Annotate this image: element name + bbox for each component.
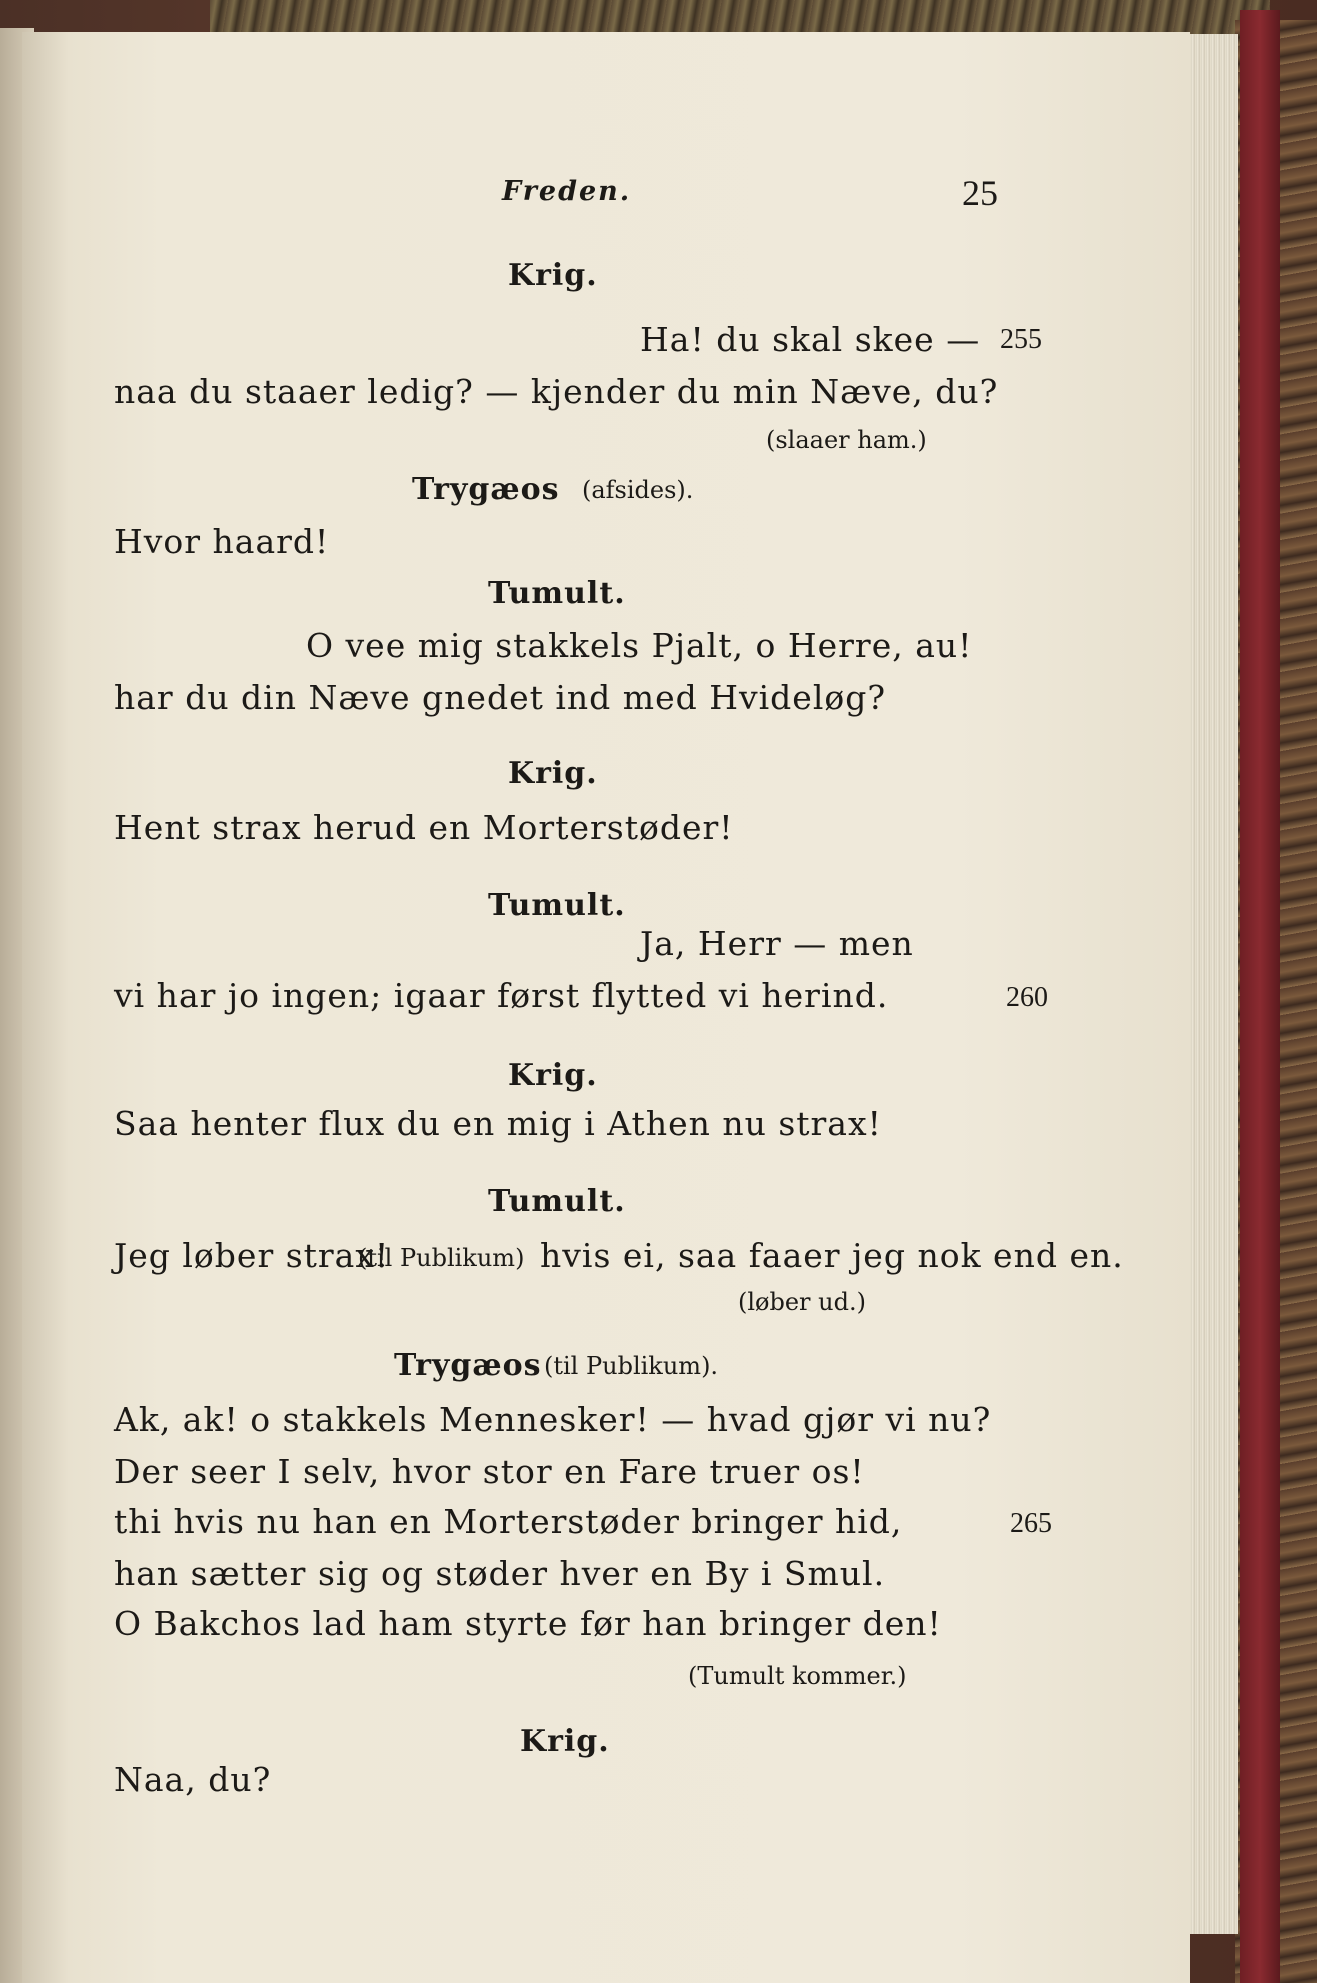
verse-line: han sætter sig og støder hver en By i Smul. [114, 1554, 886, 1593]
verse-line: Hvor haard! [114, 522, 330, 561]
speaker-heading: Krig. [520, 1724, 610, 1759]
stage-direction: (Tumult kommer.) [688, 1662, 907, 1690]
verse-line: Ja, Herr — men [640, 924, 914, 963]
speaker-heading: Trygæos [394, 1348, 542, 1383]
line-number: 265 [1010, 1508, 1052, 1539]
verse-line: Ak, ak! o stakkels Mennesker! — hvad gjør vi nu? [114, 1400, 992, 1439]
verse-line: Jeg løber strax! [114, 1236, 390, 1275]
verse-line: O Bakchos lad ham styrte før han bringer den! [114, 1604, 942, 1643]
speaker-heading: Krig. [508, 258, 598, 293]
speaker-heading: Krig. [508, 1058, 598, 1093]
verse-line: Naa, du? [114, 1760, 272, 1799]
stage-direction: (til Publikum). [544, 1352, 719, 1380]
verse-line: Saa henter flux du en mig i Athen nu strax! [114, 1104, 882, 1143]
line-number: 255 [1000, 324, 1042, 355]
verse-line: thi hvis nu han en Morterstøder bringer hid, [114, 1502, 903, 1541]
stage-direction: (slaaer ham.) [766, 426, 927, 454]
speaker-heading: Tumult. [488, 888, 626, 923]
red-binding-edge [1240, 10, 1280, 1983]
verse-line: vi har jo ingen; igaar først flytted vi herind. [114, 976, 889, 1015]
stage-direction: (til Publikum) [358, 1244, 525, 1272]
book-page [22, 32, 1190, 1983]
speaker-heading: Tumult. [488, 576, 626, 611]
verse-line: O vee mig stakkels Pjalt, o Herre, au! [306, 626, 973, 665]
line-number: 260 [1006, 982, 1048, 1013]
verse-line: Der seer I selv, hvor stor en Fare truer os! [114, 1452, 865, 1491]
page-number: 25 [962, 173, 998, 213]
running-title: Freden. [502, 176, 632, 207]
speaker-heading: Trygæos [412, 472, 560, 507]
page-edges [1186, 34, 1238, 1934]
speaker-heading: Tumult. [488, 1184, 626, 1219]
verse-line: Hent strax herud en Morterstøder! [114, 808, 734, 847]
verse-line: naa du staaer ledig? — kjender du min Næve, du? [114, 372, 999, 411]
speaker-heading: Krig. [508, 756, 598, 791]
stage-direction: (afsides). [582, 476, 694, 504]
verse-line: har du din Næve gnedet ind med Hvideløg? [114, 678, 887, 717]
verse-line: hvis ei, saa faaer jeg nok end en. [540, 1236, 1124, 1275]
stage-direction: (løber ud.) [738, 1288, 866, 1316]
verse-line: Ha! du skal skee — [640, 320, 981, 359]
